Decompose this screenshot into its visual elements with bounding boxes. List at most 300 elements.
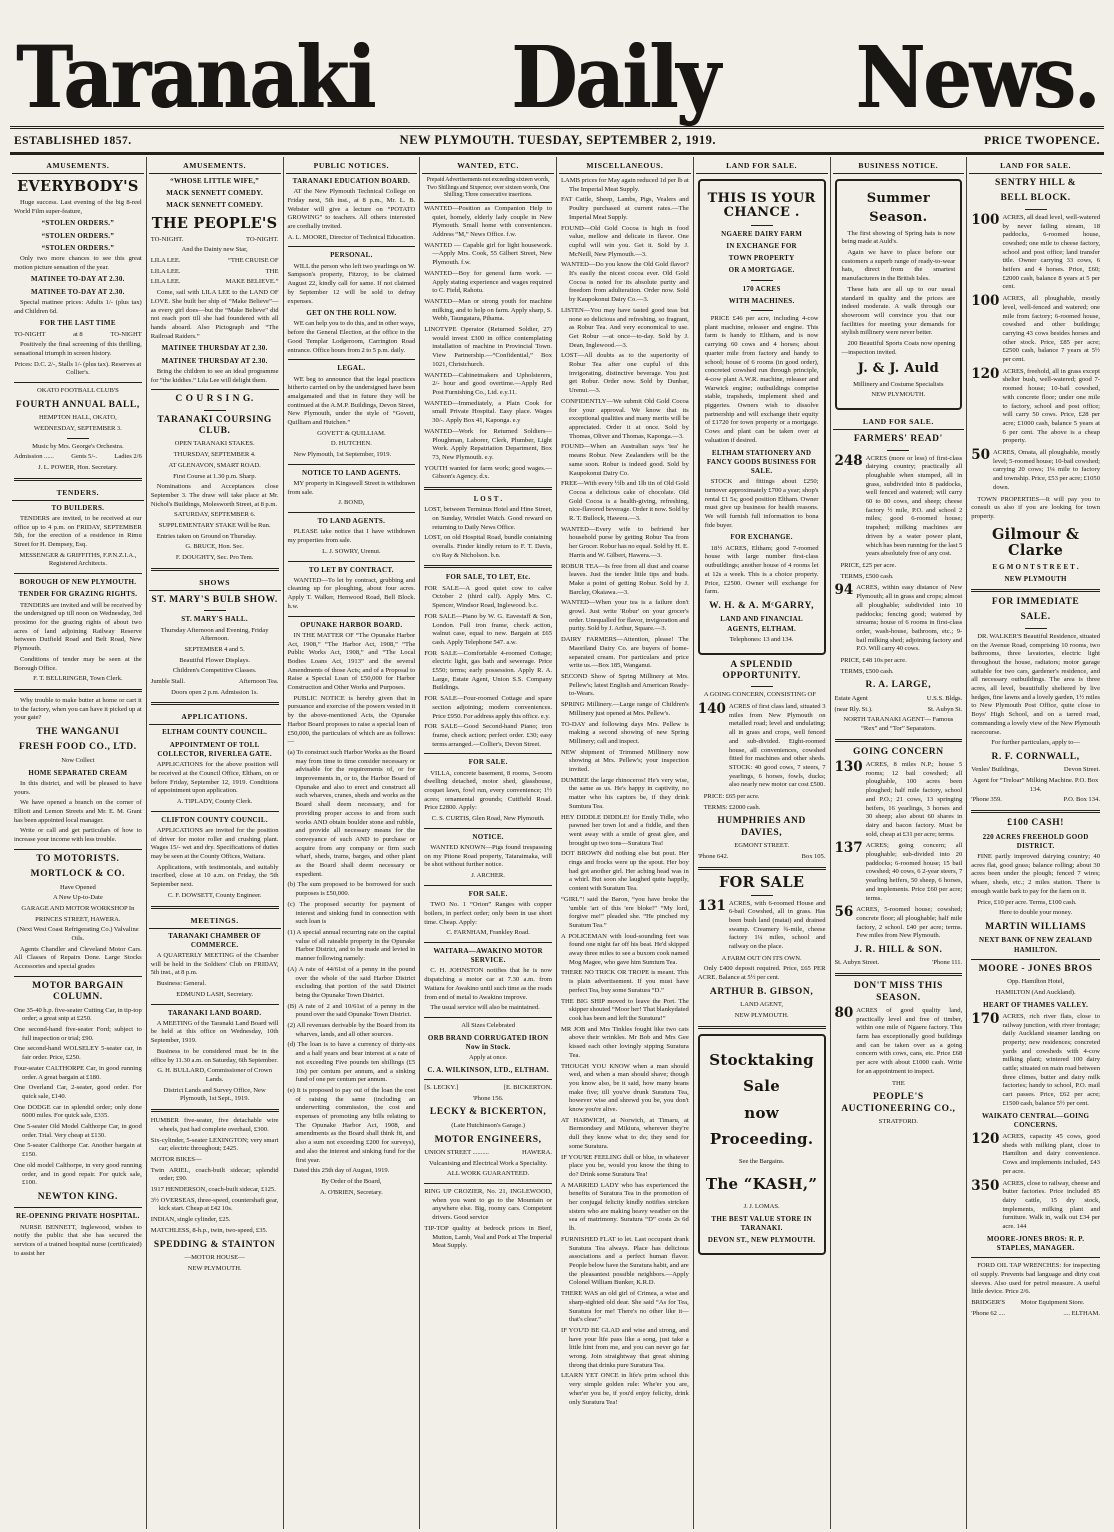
acreage-number: 80: [834, 1004, 854, 1021]
ad-subheadline: PEOPLE'S AUCTIONEERING CO.,: [841, 1092, 956, 1114]
thick-divider: [835, 973, 963, 976]
classified-item: DAIRY FARMERS—Attention, please! The Maoriland Dairy Co. are buyers of home-separated cream. For particulars and price write us.—Box 185, Wanganui.: [561, 636, 689, 670]
ad-line: A. TIPLADY, County Clerk.: [176, 797, 253, 805]
classified-item: WANTED—Every wife to befriend her household purse by getting Robur Tea from her Grocer. Robur has no equal. Sold by H. E. Harris and W. Gilbert, Hawera.—3.: [561, 525, 689, 559]
ad-subhead: L O S T .: [473, 495, 503, 504]
spread-part: Devon Street.: [1063, 766, 1100, 774]
ad-line: Children's Competitive Classes.: [172, 667, 257, 675]
section-header: MEETINGS.: [149, 914, 281, 929]
ad-line: Telephones: 13 and 134.: [729, 635, 794, 643]
ad-line: J. J. LOMAS.: [743, 1202, 780, 1210]
ad-paragraph: NURSE BENNETT, Inglewood, wishes to notify the public that she has secured the services of a trained hospital nurse (certificated) to assist her: [14, 1223, 142, 1257]
ad-subhead: OPUNAKE HARBOR BOARD.: [300, 620, 403, 629]
ad-paragraph: WANTED—To let by contract, grubbing and cleaning up for ploughing, about four acres. Apply T. Walker, Henwood Road, Bell Block. h.w.: [287, 576, 416, 610]
ad-paragraph: TWO No. 1 “Orion” Ranges with copper boilers, in perfect order; only been in use short time. Cheap. Apply:: [424, 901, 552, 926]
ad-subhead: 220 ACRES FREEHOLD GOOD DISTRICT.: [982, 832, 1089, 850]
spread-line: [835, 706, 963, 715]
classified-item: INDIAN, single cylinder, £25.: [150, 1216, 231, 1224]
ad-subheadline: GOING CONCERN: [853, 746, 944, 757]
section-header: TENDERS.: [12, 486, 144, 501]
ad-paragraph: PLEASE take notice that I have withdrawn my properties from sale.: [287, 528, 416, 545]
spread-part: Afternoon Tea.: [238, 678, 279, 686]
thick-divider: [14, 689, 142, 692]
ad-subhead: NEW PLYMOUTH: [1004, 574, 1067, 583]
ad-line: Have Opened: [59, 883, 96, 891]
ad-subheadline: HUMPHRIES AND DAVIES,: [717, 816, 806, 838]
acreage-text: ACRES, with 6-roomed House and 6-bail Cowshed, all in grass. Has been bush land (matai) and drained swamp. Creamery ¾-mile, cheese factory 1¼ miles, school and railway on the place.: [728, 899, 826, 951]
acreage-text: ACRES, within easy distance of New Plymouth; all in grass and crops; almost all ploughable; subdivided into 10 paddocks; fencing good; watered by streams; house of 6 rooms in first-class order, wash-house, bathroom, etc.; 9-bail milking shed; adjoining factory and P.O. Will carry 40 cows.: [856, 584, 963, 653]
ad-subhead: “WHOSE LITTLE WIFE,”: [170, 177, 260, 186]
acreage-number: 137: [834, 840, 863, 857]
ad-paragraph: Applications, with testimonials, and suitably inscribed, close at 10 a.m. on Friday, the 5th September next.: [150, 863, 279, 889]
acreage-listing: [971, 365, 1100, 446]
divider: [288, 246, 416, 247]
ad-subheadline: MOTOR BARGAIN COLUMN.: [32, 980, 124, 1003]
section-header: LAND FOR SALE.: [969, 159, 1102, 174]
acreage-text: ACRES; going concern; all ploughable; sub-divided into 20 paddocks; 6-roomed house; 15 bail cowshed; 40 cows, 6 2-year steers, 7 yearling heifers, 50 sheep, 6 horses, and implements. Price £60 per acre; terms.: [865, 842, 963, 902]
dash-divider: [204, 410, 226, 411]
classified-item: One 5-seater Calthorpe Car. Another bargain at £150.: [14, 1142, 142, 1159]
spread-part: P.O. Box 134.: [1063, 796, 1100, 804]
ad-subhead: NOTICE.: [472, 832, 504, 841]
ad-subhead: MATINEE TO-DAY AT 2.30.: [31, 275, 125, 284]
acreage-listing: [971, 1177, 1100, 1232]
ad-paragraph: Positively the final screening of this thrilling, sensational triumph in screen history.: [14, 341, 142, 357]
classified-item: IF YOU'D BE GLAD and wise and strong, and have your life pass like a song, just take a little hint from me, and you can never go far wrong. Join straightway that great shining throng that drinks pure Suratura Tea.: [561, 1326, 689, 1369]
ad-headline: EVERYBODY'S: [17, 178, 139, 196]
ad-paragraph: Conditions of tender may be seen at the Borough Office.: [14, 655, 142, 672]
masthead-word-1: Taranaki: [16, 27, 374, 128]
classified-item: LAMB prices for May again reduced 1d per lb at The Imperial Meat Supply.: [561, 177, 689, 193]
ad-headline: Summer: [866, 191, 931, 207]
acreage-number: 50: [971, 447, 991, 464]
ad-subheadline: MOORE - JONES BROS: [978, 963, 1093, 974]
ad-line: OKATO FOOTBALL CLUB'S: [36, 387, 119, 395]
divider: [151, 389, 279, 390]
spread-part: BRIDGER'S: [971, 1299, 1006, 1307]
masthead: [10, 6, 1104, 128]
ad-line: (Next West Coast Refrigerating Co.) Valvaline Oils.: [17, 926, 139, 943]
spread-part: TO-NIGHT.: [150, 235, 184, 243]
acreage-listing: [971, 295, 1100, 365]
ad-paragraph: PRICE, £25 per acre.: [840, 562, 897, 569]
dash-divider: [67, 438, 89, 439]
ad-subheadline: J. R. HILL & SON.: [854, 945, 943, 956]
ad-line: For further particulars, apply to—: [991, 739, 1080, 747]
classified-item: TO-DAY and following days Mrs. Pellew is making a second showing of new Spring Millinery; call and inspect.: [561, 720, 689, 745]
ad-paragraph: WILL the person who left two yearlings on W. Sampson's property, Fitzroy, to be claimed August 22, kindly call for same. If not claimed by September 12 will be sold to defray expenses.: [287, 262, 416, 305]
ad-subhead: TO BUILDERS.: [51, 503, 105, 512]
ad-paragraph: FINE partly improved dairying country; 40 acres flat, good grass; balance rolling; about 30 acres been under the plough; fenced 7 wires; whare, sheds, etc.; 2 miles station. There is enough wattle bark to pay for the farm on it.: [971, 853, 1100, 895]
spread-line: [151, 278, 279, 287]
divider: [971, 1257, 1100, 1258]
ad-paragraph: Business to be considered must be in the office by 11.30 a.m. on Saturday, 6th September.: [150, 1047, 279, 1064]
classified-item: (A) A rate of 44/61st of a penny in the pound over the whole of the said Harbor District excluding that portion of the said District being the Opunake Town District.: [287, 965, 416, 999]
ad-subheadline: FOR IMMEDIATE: [991, 597, 1080, 608]
classified-item: Six-cylinder, 5-seater LEXINGTON; very smart car; electric throughout; £425.: [150, 1136, 279, 1153]
ad-paragraph: TERMS: £2000 cash.: [703, 803, 761, 811]
classified-item: THERE NO TRICK OR TROPE is meant. This is plain advertisement. If you must have perfect Tea, buy some Suratura “D.”: [561, 969, 689, 994]
acreage-text: ACRES, capacity 45 cows, good sheds with milking plant, close to Hamilton and dairy convenience. Cows and implements included, £43 per acre.: [1002, 1133, 1100, 1175]
ad-subhead: ORB BRAND CORRUGATED IRON Now in Stock.: [427, 1033, 549, 1051]
ad-headline: Gilmour & Clarke: [992, 525, 1080, 559]
spread-line: [835, 695, 963, 704]
spread-line: [698, 853, 826, 862]
acreage-text: ACRES, Omata, all ploughable, mostly level; 5-roomed house; 10-bail cowshed; carrying 20 cows; 1¼ mile to factory and township. Price, £53 per acre; £1050 down.: [993, 449, 1100, 491]
acreage-text: ACRES, all ploughable, mostly level, well-fenced and watered; one mile from factory; 6-roomed house, cowshed and other buildings; carrying 43 cows besides horses and other stock. Price, £85 per acre; £2500 cash, balance 7 years at 5½ per cent.: [1002, 295, 1100, 364]
ad-subhead: MATINEE TO-DAY AT 2.30.: [31, 287, 125, 296]
ad-headline: Season.: [869, 210, 928, 226]
ad-subhead: TO LAND AGENTS.: [317, 517, 386, 526]
ad-subhead: APPOINTMENT OF TOLL COLLECTOR, RIVERLEA GATE.: [157, 740, 272, 758]
classified-item: WANTED — Capable girl for light housework.—Apply Mrs. Cook, 55 Gilbert Street, New Plymouth. f.w.: [424, 241, 552, 267]
ad-subheadline: TARANAKI COURSING CLUB.: [157, 414, 272, 437]
classified-item: WANTED—Boy for general farm work. —Apply stating experience and wages required to C. Field, Rahotu.: [424, 269, 552, 295]
divider: [14, 976, 142, 977]
spread-part: 'Phone 111.: [932, 959, 963, 967]
spread-part: [E. BICKERTON.: [503, 1084, 552, 1092]
divider: [424, 1017, 552, 1018]
ad-paragraph: The first showing of Spring hats is now being made at Auld's.: [841, 229, 956, 246]
ad-paragraph: TENDERS are invited, to be received at our office up to 4 p.m. on FRIDAY, SEPTEMBER 5th, for the erection of a residence in Rimu Street for H. Dempsey, Esq.: [14, 514, 142, 549]
classified-item: (a) To construct such Harbor Works as the Board may from time to time consider necessary or advisable for the requirements of, or for improvements in, or to, the Harbor Board of Opunake and also to erect and construct all such wharves, cranes, sheds and works as the Board shall deem necessary, and for providing proper access to and from such works AND obtain boulder stone and rubble, and provide all necessary means for the conveyance of such AND to purchase or acquire from any company or firm such wharf, sheds, trams, barges, and other plant as the Board shall deem necessary or expedient.: [287, 748, 416, 878]
classified-item: FOR SALE—Good Second-hand Piano; iron frame, check action; perfect order. £30; easy terms arranged.—Collier's, Devon Street.: [424, 723, 552, 748]
thick-divider: [424, 565, 552, 568]
spread-part: U.S.S. Bldgs.: [926, 694, 963, 702]
ad-subhead: TO LET BY CONTRACT.: [308, 565, 394, 574]
ad-paragraph: Write or call and get particulars of how to increase your income with less trouble.: [14, 827, 142, 844]
ad-paragraph: PUBLIC NOTICE is hereby given that in pursuance and exercise of the powers vested in it by the above-mentioned Acts, the Opunake Harbor Board proposes to raise a special loan of £50,000, the particulars of which are as follows:—: [287, 694, 416, 746]
spread-line: [151, 257, 279, 266]
ad-paragraph: The usual service will also be maintained.: [430, 1004, 540, 1012]
ad-paragraph: A GOING CONCERN, CONSISTING OF: [703, 691, 816, 699]
divider: [14, 382, 142, 383]
divider: [424, 942, 552, 943]
ad-line: J. ARCHER.: [471, 872, 505, 880]
column-1: [10, 157, 147, 1529]
ad-paragraph: Only £400 deposit required. Price, £65 PER ACRE. Balance at 5½ per cent.: [697, 965, 826, 982]
ad-paragraph: STOCK and fittings about £250; turnover approximately £700 a year; shop's rental £1 5s; good position Eltham. Owner must give up business for health reasons. We will furnish full information to bona fide buyer.: [704, 478, 819, 529]
thick-divider: [835, 739, 963, 742]
ad-subheadline: SALE.: [1020, 612, 1051, 623]
ad-subhead: TENDER FOR GRAZING RIGHTS.: [18, 590, 138, 599]
spread-part: THE: [265, 267, 279, 275]
ad-paragraph: New Plymouth, 1st September, 1919.: [293, 451, 392, 459]
classified-item: WANTED—Immediately, a Plain Cook for small Private Hospital. Easy place. Wages 30/-. Apply Box 41, Kaponga. e.y: [424, 399, 552, 425]
classified-item: FAT Cattle, Sheep, Lambs, Pigs, Vealers and Poultry purchased at current rates.—The Imperial Meat Supply.: [561, 196, 689, 221]
ad-paragraph: Again we have to place before our customers a superb range of ready-to-wear hats, direct from the smartest manufacturers in the British Isles.: [841, 249, 956, 283]
ad-subhead: ELTHAM COUNTY COUNCIL.: [162, 728, 268, 737]
ad-line: SATURDAY, SEPTEMBER 6.: [173, 511, 256, 519]
ad-subhead: CLIFTON COUNTY COUNCIL.: [161, 815, 268, 824]
ad-subheadline: FOURTH ANNUAL BALL,: [15, 399, 140, 410]
spread-line: [14, 453, 142, 462]
classified-item: Twin ARIEL, coach-built sidecar; splendid order; £90.: [150, 1166, 279, 1183]
ad-line: NEW PLYMOUTH.: [871, 391, 926, 399]
acreage-text: ACRES (more or less) of first-class dairying country; practically all ploughable when stumped, all in grass, subdivided into 8 paddocks, well fenced and watered; will carry 60 to 80 cows, and sheep; cheese factory ½ mile, P.O. and school 2 miles; good 6-roomed house; trapshed; milking machines are driven by a water power plant, which has been running for the last 5 years absolutely free of any cost.: [865, 454, 963, 558]
classified-item: FURNISHED FLAT to let. Last occupant drank Suratura Tea always. Place has delicious associations and a perfect human flavor. People below have the Suratura habit, and are the pleasantest possible neighbors.—Apply Colonel William Bunker, K.R.D.: [561, 1235, 689, 1287]
acreage-listing: [834, 452, 963, 559]
acreage-number: 120: [971, 1131, 1000, 1148]
spread-line: [971, 796, 1100, 805]
spread-part: LILA LEE.: [150, 267, 181, 275]
dash-divider: [887, 450, 909, 451]
classified-item: (c) The proposed security for payment of interest and sinking fund in connection with such loan is: [287, 900, 416, 926]
spread-part: HAWERA.: [521, 1148, 552, 1156]
classified-item: WANTED—Cabinetmakers and Upholsterers, 2/- hour and good overtime.—Apply Red Post Furnishing Co., Ltd. e.y.11.: [424, 371, 552, 396]
ad-subhead: 170 ACRES: [742, 284, 781, 293]
ad-line: NEW PLYMOUTH.: [187, 1264, 242, 1272]
ad-subhead: MACK SENNETT COMEDY.: [166, 201, 264, 210]
ad-paragraph: APPLICATIONS are invited for the position of driver for motor roller and crushing plant. Wages 15/- wet and dry. Specifications of duties may be seen at the County Offices, Waitara.: [150, 826, 279, 861]
classified-item: “GIRL”! said the Baron, “you have broke the 'umble 'art of this 'ere bloke!” “My lord, forgive me!” pleaded she. “He pinched my Suratum Tea.”: [561, 895, 689, 929]
ad-subhead: NGAERE DAIRY FARM: [721, 229, 803, 238]
ad-line: And the Dainty new Star,: [181, 246, 248, 254]
acreage-text: ACRES, 5-roomed house; cowshed; concrete floor; all ploughable; half mile factory, 2 school. £40 per acre; terms. Few miles from New Plymouth.: [856, 906, 963, 940]
divider: [288, 616, 416, 617]
ad-subheadline: DON'T MISS THIS SEASON.: [853, 981, 943, 1003]
section-header: BUSINESS NOTICE.: [833, 159, 965, 174]
acreage-number: 350: [971, 1177, 1000, 1194]
spread-part: Venles' Buildings,: [971, 766, 1019, 774]
acreage-text: ACRES, all dead level, well-watered by never failing stream, 18 paddocks, 6-roomed house, cowshed; one mile to cheese factory, school and post office; land transfer title. Owner carrying 33 cows, 6 heifers and 4 horses. Price, £60; £2000 cash, balance 8 years at 5 per cent.: [1002, 213, 1100, 291]
ad-subhead: GET ON THE ROLL NOW.: [306, 309, 397, 318]
ad-line: A. L. MOORE, Director of Technical Education.: [287, 233, 416, 241]
ad-paragraph: WANTED KNOWN—Pigs found trespassing on my Pitone Road property, Tataraimaka, will be shot without further notice.: [424, 844, 552, 869]
ad-line: Thursday Afternoon and Evening, Friday Afternoon.: [160, 626, 269, 643]
acreage-text: ACRES, freehold, all in grass except shelter bush, well-watered; good 7-roomed house; 10-bail cowshed, with concrete floor; under one mile to factory, school and post office; will carry 50 cows. Price, £28 per acre; £1000 cash, balance 5 years at 6 per cent. The above is a cheap property.: [1002, 367, 1100, 445]
ad-line: District Lands and Survey Office, New Plymouth, 1st Sept., 1919.: [163, 1086, 266, 1103]
ad-line: Opp. Hamilton Hotel,: [1007, 978, 1065, 986]
ad-subhead: RE-OPENING PRIVATE HOSPITAL.: [16, 1212, 140, 1221]
ad-line: OPEN TARANAKI STAKES.: [174, 440, 255, 448]
ad-subhead: “STOLEN ORDERS.”: [41, 243, 115, 252]
ad-subhead: TARANAKI LAND BOARD.: [167, 1008, 262, 1017]
ad-subheadline: R. F. CORNWALL,: [991, 751, 1080, 762]
acreage-listing: [835, 906, 963, 941]
classified-item: LOST—All doubts as to the superiority of Robur Tea after one cupful of this invigorating, distinctive beverage. You just get Robur. Order now. Sold by Dunbar, Urenui.—3.: [561, 352, 689, 395]
classified-item: One old model Calthorpe, in very good running order, and in good repair. For quick sale, £100.: [14, 1161, 142, 1187]
ad-line: HAMILTON (And Auckland).: [995, 988, 1076, 996]
price-text: PRICE TWOPENCE.: [984, 134, 1100, 147]
ad-line: Vulcanising and Electrical Work a Speciality.: [428, 1159, 548, 1167]
ad-headline: Proceeding.: [709, 1130, 814, 1149]
ad-subhead: MATINEE THURSDAY AT 2.30.: [161, 356, 268, 365]
ad-subheadline: W. H. & A. MᶜGARRY,: [709, 600, 815, 611]
ad-headline: now: [744, 1103, 779, 1122]
classified-item: LEARN YET ONCE in life's prim school this very simple golden rule: Whe'er you are, wher'er you be, if you'd enjoy felicity, drink only Suratura Tea!: [561, 1372, 689, 1406]
spread-line: [151, 268, 279, 277]
spread-part: Jumble Stall.: [150, 678, 185, 686]
spread-part: MAKE BELIEVE.”: [225, 278, 279, 286]
ad-line: —MOTOR HOUSE—: [184, 1253, 245, 1261]
ad-line: AT GLENAVON, SMART ROAD.: [168, 461, 261, 469]
ad-paragraph: We have opened a branch on the corner of Elliott and Lemon Streets and Mr. E. M. Grant has been appointed local manager.: [14, 799, 142, 824]
divider: [151, 1004, 279, 1005]
ad-subheadline: FRESH FOOD CO., LTD.: [19, 742, 137, 753]
ad-line: F. DOUGHTY, Sec. Pro Tem.: [175, 554, 254, 562]
ad-paragraph: TERMS, £500 cash.: [840, 667, 894, 675]
classified-item: A POLICEMAN with loud-sounding feet was found one night far off his beat. He'd skipped away three miles to see a buxom cook named Mog Magee, who gave him Sumtum Tea.: [561, 932, 689, 966]
spread-line: [14, 331, 142, 340]
ad-subhead: BOROUGH OF NEW PLYMOUTH.: [19, 578, 137, 587]
divider: [971, 959, 1100, 960]
ad-paragraph: WE can help you to do this, and in other ways, before the General Election, at the office in the Good Templar Lodgeroom, Carrington Road entrance. Office hours from 2 to 5 p.m. daily.: [287, 320, 416, 354]
ad-subheadline: NEWTON KING.: [37, 1191, 118, 1202]
ad-paragraph: Nominations and Acceptances close September 3. The draw will take place at Mr. Nichol's Buildings, Molesworth Street, at 8 p.m.: [150, 483, 279, 508]
ad-line: GARAGE AND MOTOR WORKSHOP In: [21, 904, 135, 912]
ad-paragraph: MY property in Kingswell Street is withdrawn from sale.: [287, 480, 416, 496]
dash-divider: [1025, 209, 1047, 210]
classified-item: (B) A rate of 2 and 10/61st of a penny in the pound over the said Opunake Town District.: [287, 1002, 416, 1019]
thick-divider: [424, 487, 552, 490]
ad-subhead: “STOLEN ORDERS.”: [41, 219, 115, 228]
ad-paragraph: TENDERS are invited and will be received by the undersigned up till noon on Wednesday, 3rd proximo for the grazing rights of about two acres of land adjoining Railway Reserve between Dutfield Road and Belt Road, New Plymouth.: [14, 601, 142, 653]
spread-part: 'Phone 642.: [697, 852, 729, 860]
thick-divider: [971, 589, 1100, 592]
classified-item: (d) The loan is to have a currency of thirty-six and a half years and bear interest at a rate of not exceeding Five pounds ten shillings (£5 10s) per centum per annum, and a sinking fund of one per centum per annum.: [287, 1041, 416, 1084]
column-3: [284, 157, 421, 1529]
ad-paragraph: PRICE, £48 10s per acre.: [840, 657, 907, 665]
spread-line: [971, 1299, 1100, 1308]
ad-subhead: FOR SALE.: [468, 889, 508, 898]
ad-subhead: NOTICE TO LAND AGENTS.: [302, 468, 401, 477]
thick-divider: [151, 906, 279, 909]
ad-subhead: MATINEE THURSDAY AT 2.30.: [161, 344, 268, 353]
ad-line: Here to double your money.: [999, 909, 1073, 917]
ad-line: A New Up-to-Date: [52, 894, 103, 902]
acreage-listing: [835, 584, 963, 654]
classified-item: FOUND—Old Gold Cocoa is high in food value, mellow and delicate in flavor. One cupful will win you. Get it. Sold by J. McNeill, New Plymouth.—3.: [561, 224, 689, 258]
ad-paragraph: IN THE MATTER OF “The Opunake Harbor Act, 1908,” “The Harbor Act, 1908,” “The Public Works Act, 1908,” and “The Local Bodies Loans Act, 1913” and the several Amendments of those Acts; and of a Proposal to Raise a Special Loan of £50,000 for Harbor Construction and Other Works and Purposes.: [287, 631, 416, 692]
acreage-number: 131: [697, 897, 726, 914]
acreage-number: 94: [834, 582, 854, 599]
ad-paragraph: PRICE £46 per acre, including 4-cow plant machine, releaser and engine. This farm is handy to Eltham, and is now carrying 60 cows and 4 horses; about quarter mile from factory and handy to school; house of 6 rooms (in good order), concreted cowshed run through principle, 4-cow plant A.W.R. machine, releaser and Warwick engine; outbuildings comprise stable, trapsheds, implement shed and piggeries. Owners wish to dissolve partnership and will exchange their equity of £1720 for town property or a mortgage. Cows and plant can be taken over at valuation if desired.: [704, 315, 819, 444]
ad-headline: THE PEOPLE'S: [151, 214, 278, 232]
spread-line: [835, 959, 963, 968]
acreage-text: ACRES, rich river flats, close to railway junction, with river frontage; daily Auckland steamer landing on property; new residences; concreted yards and cowsheds with 4-cow milking plant; wintered 100 dairy cattle; situated on main road between three climes, butter and dairy milk factories; handy to school, P.O. mail cart passes. Price, £62 per acre; £1500 cash, balance 5½ per cent.: [1002, 1012, 1100, 1107]
spread-part: TO-NIGHT.: [245, 235, 279, 243]
spread-part: St. Aubyn Street.: [834, 959, 880, 967]
ad-paragraph: FORD OIL TAP WRENCHES: for inspecting oil supply. Prevents bad language and dirty coat sleeves. Also used for petrol measure. A useful little device. Price 2/6.: [971, 1262, 1100, 1296]
classified-item: A MARRIED LADY who has experienced the benefits of Suratura Tea in the promotion of her conjugal felicity kindly notifies stricken sisters who are making heavy weather on the sea of matrimony. Suratura “D” costs 2s 6d lb.: [561, 1181, 689, 1233]
classified-item: HUMBER five-seater, five detachable wire wheels, just had complete overhaul, £300.: [150, 1117, 279, 1133]
classified-item: (b) The sum proposed to be borrowed for such purposes is £50,000.: [287, 881, 416, 898]
dash-divider: [751, 895, 773, 896]
ad-line: Prices: D.C. 2/-, Stalls 1/- (plus tax). Reserves at Collier's.: [14, 360, 142, 377]
ad-line: All Sizes Celebrated: [461, 1021, 516, 1029]
ad-subhead: E G M O N T S T R E E T .: [992, 562, 1079, 571]
ad-line: See the Bargains.: [738, 1157, 785, 1165]
ad-paragraph: DR. WALKER'S Beautiful Residence, situated on the Avenue Road, comprising 10 rooms, two bathrooms, three lavatories, electric light throughout the house, radiators; motor garage suitable for two cars, gardener's residence, and all necessary outbuildings. The area is three acres, all level, beautifully sheltered by live hedges, fine lawns and a lovely garden, 1½ miles to New Plymouth Post Office, quite close to Boys' High School, and on a tarred road, commanding a lovely view of the New Plymouth racecourse.: [971, 632, 1100, 736]
spread-part: LILA LEE.: [150, 278, 181, 286]
ad-subhead: HOME SEPARATED CREAM: [28, 768, 128, 777]
ad-headline: The “KASH,”: [705, 1175, 818, 1194]
classified-item: SECOND Show of Spring Millinery at Mrs. Pellew's; latest English and American Ready-to-Wears.: [561, 672, 689, 698]
ad-subheadline: A SPLENDID OPPORTUNITY.: [722, 659, 801, 681]
section-header: AMUSEMENTS.: [12, 159, 144, 174]
acreage-listing: [971, 1133, 1100, 1177]
ad-line: First Course at 1.30 p.m. Sharp.: [173, 472, 257, 480]
classified-item: 1917 HENDERSON, coach-built sidecar, £125.: [150, 1186, 276, 1194]
ad-paragraph: Agents Chandler and Cleveland Motor Cars. All Classes of Repairs Done. Large Stocks Accessories and special grades: [14, 945, 142, 971]
ad-line: GOVETT & QUILLIAM.: [317, 429, 386, 437]
ad-paragraph: Huge success. Last evening of the big 8-reel World Film super-feature,: [14, 198, 142, 215]
ad-line: SEPTEMBER 4 and 5.: [184, 645, 245, 653]
classified-item: DUMBEE the large rhinoceros! He's very wise, the same as us. He's happy in captivity, no matter who his captors be, if they drink Sumtura Tea.: [561, 776, 689, 810]
ad-line: C. FARNHAM, Frankley Road.: [446, 929, 530, 937]
classified-item: IF YOU'RE FEELING dull or blue, in whatever place you be, would you know the thing to do? Drink some Suratura Tea!: [561, 1153, 689, 1178]
column-6: [694, 157, 831, 1529]
classified-item: (1) A special annual recurring rate on the capital value of all rateable property in the Opunake Harbor District, and to be made and levied in manner following namely:: [287, 929, 416, 963]
divider: [424, 1183, 552, 1184]
divider: [288, 359, 416, 360]
section-header: APPLICATIONS.: [149, 710, 281, 725]
classified-item: WANTED—Work for Returned Soldiers—Ploughman, Laborer, Clerk, Plumber, Light Work. Apply Repatriation Department, Box 73, New Plymouth. e.y.: [424, 427, 552, 461]
acreage-listing: [835, 842, 963, 903]
ad-subhead: NEXT BANK OF NEW ZEALAND HAMILTON.: [979, 936, 1093, 954]
ad-line: 'Phone 156.: [472, 1094, 504, 1102]
dash-divider: [204, 610, 226, 611]
ad-paragraph: Bring the children to see an ideal programme for “the kiddies.” Lila Lee will delight them.: [150, 367, 279, 384]
classified-item: Four-seater CALTHORPE Car, in good running order. A great bargain at £180.: [14, 1064, 142, 1081]
spread-line: [971, 766, 1100, 775]
classified-item: THERE WAS an old girl of Crimea, a wise and sharp-sighted old dear. She said “As for Tea, Suratura for me! There's no other like it—that's clear.”: [561, 1290, 689, 1324]
dateline: [10, 126, 1104, 155]
boxed-advertisement: [835, 179, 963, 410]
classified-item: THOUGH YOU KNOW when a man should wed, and when a man should shave; though you know also, be it said, how many beans make five; till you've drunk Suratura Tea, however wise and shrewd you be, you don't know you're alive.: [561, 1062, 689, 1114]
ad-line: THURSDAY, SEPTEMBER 4.: [173, 451, 256, 459]
ad-paragraph: A QUARTERLY MEETING of the Chamber will be held in the Soldiers' Club on FRIDAY, 5th inst., at 8 p.m.: [150, 952, 279, 977]
acreage-listing: [971, 1010, 1100, 1109]
ad-line: L. J. SOWRY, Urenui.: [322, 547, 381, 555]
classified-item: TIP-TOP quality at bedrock prices in Beef, Mutton, Lamb, Veal and Pork at The Imperial Meat Supply.: [424, 1224, 552, 1250]
thick-divider: [151, 702, 279, 705]
ad-subheadline: FARMERS' READ': [853, 434, 943, 445]
ad-subhead: FOR SALE.: [468, 758, 508, 767]
divider: [14, 1207, 142, 1208]
section-header: AMUSEMENTS.: [149, 159, 281, 174]
ad-paragraph: Why trouble to make butter at home or cart it to the factory, when you can have it picked up at your gate?: [14, 696, 142, 722]
spread-part: Motor Equipment Store.: [1020, 1299, 1085, 1307]
classified-item: FREE—With every ½lb and 1lb tin of Old Gold Cocoa a delicious cake of chocolate. Old Gold Cocoa is a health-giving, refreshing, nice-flavored beverage. Order it now. Sold by R. T. Bullock, Hawera.—3.: [561, 480, 689, 523]
ad-line: Beautiful Flower Displays.: [179, 656, 251, 664]
acreage-listing: [971, 211, 1100, 292]
acreage-number: 140: [697, 700, 726, 717]
ad-line: (Late Hutchinson's Garage.): [451, 1121, 526, 1129]
ad-paragraph: A MEETING of the Taranaki Land Board will be held at this office on Wednesday, 10th September, 1919.: [150, 1019, 279, 1045]
boxed-advertisement: [698, 179, 826, 654]
ad-subhead: WITH MACHINES.: [728, 296, 795, 305]
section-header: PUBLIC NOTICES.: [286, 159, 418, 174]
ad-paragraph: WE beg to announce that the legal practices hitherto carried on by the undersigned have been amalgamated and that in future they will be continued at the A.M.P. Buildings, Devon Street, New Plymouth, under the style of “Govett, Quilliam and Hutchen.”: [287, 375, 416, 427]
established-text: ESTABLISHED 1857.: [14, 134, 132, 147]
ad-subhead: PERSONAL.: [330, 251, 373, 260]
classified-item: ROBUR TEA—Is free from all dust and coarse leaves. Just the tender little tips and buds. Make a point of getting Robur. Sold by J. Barclay, Okaiawa.—3.: [561, 562, 689, 596]
spread-line: [151, 678, 279, 687]
ad-line: Agent for “Treloar” Milking Machine. P.O. Box 134.: [972, 777, 1099, 793]
ad-subhead: THE BEST VALUE STORE IN TARANAKI.: [711, 1214, 812, 1232]
classified-item: One 5-seater Old Model Calthorpe Car, in good order. Trial. Very cheap at £130.: [14, 1123, 142, 1139]
divider: [424, 753, 552, 754]
ad-subheadline: ARTHUR B. GIBSON,: [709, 986, 814, 997]
ad-line: Music by Mrs. George's Orchestra.: [32, 442, 124, 450]
ad-paragraph: Business: General.: [156, 980, 206, 988]
ad-paragraph: Come, sail with LILA LEE to the LAND OF LOVE. She built her ship of “Make Believe”—as every girl does—but the “Make Believe” did not reach port till she had foundered with all hands aboard. Also Pictograph and “The Railroad Raiders.”: [150, 289, 279, 340]
acreage-number: 130: [834, 759, 863, 776]
ad-paragraph: APPLICATIONS for the above position will be received at the Council Office, Eltham, on or before Friday, September 12, 1919. Conditions of appointment upon application.: [150, 761, 279, 795]
ad-subhead: WAIKATO CENTRAL—GOING CONCERNS.: [982, 1111, 1090, 1129]
